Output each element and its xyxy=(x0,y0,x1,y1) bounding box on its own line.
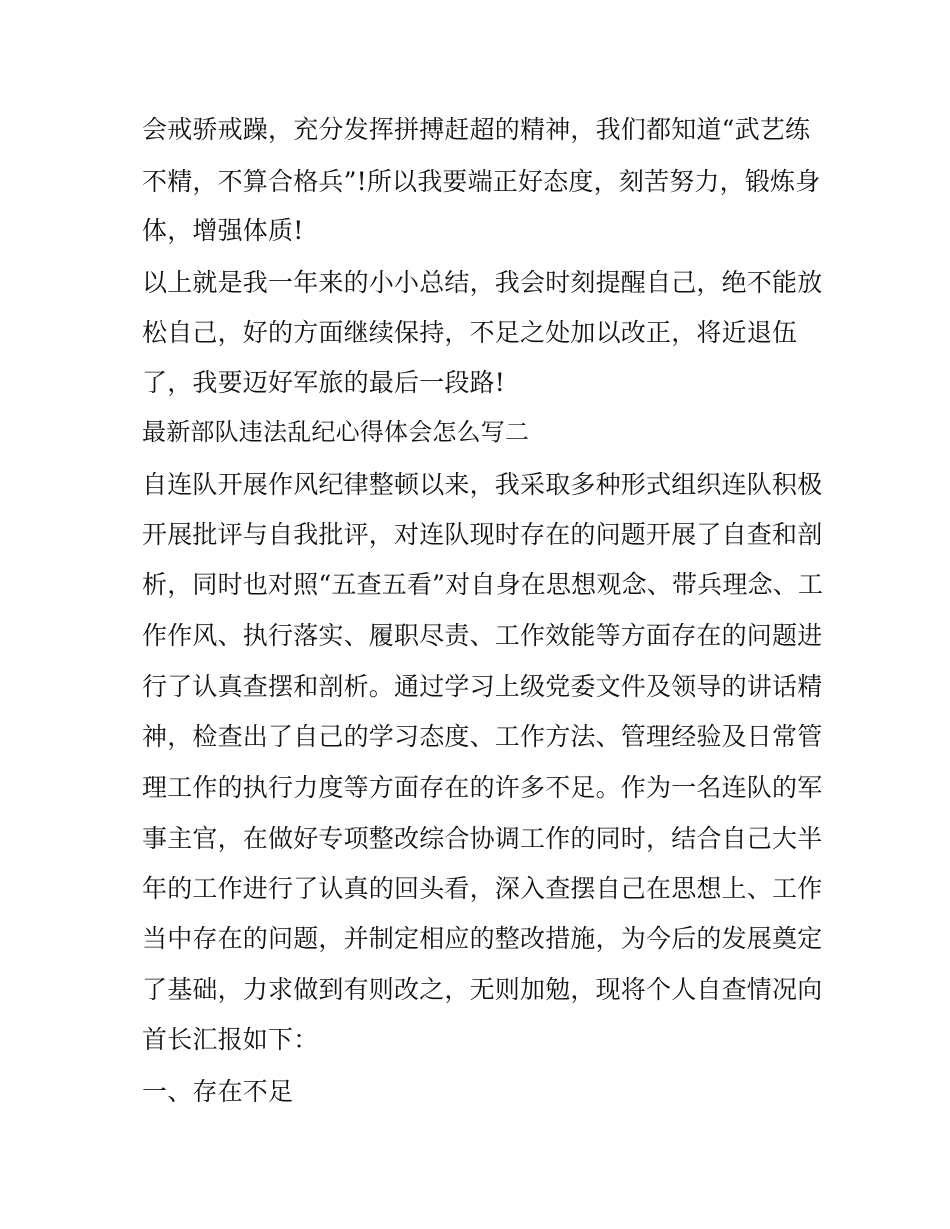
text-line: 当中存在的问题，并制定相应的整改措施，为今后的发展奠定 xyxy=(142,924,823,953)
text-line: 不精，不算合格兵”!所以我要端正好态度，刻苦努力，锻炼身 xyxy=(142,167,821,196)
text-line: 体，增强体质! xyxy=(142,216,304,245)
text-line: 析，同时也对照“五查五看”对自身在思想观念、带兵理念、工 xyxy=(142,570,824,599)
text-line: 首长汇报如下： xyxy=(142,1025,319,1054)
section-heading: 最新部队违法乱纪心得体会怎么写二 xyxy=(142,418,530,446)
text-line: 自连队开展作风纪律整顿以来，我采取多种形式组织连队积极 xyxy=(142,470,823,499)
text-line: 作作风、执行落实、履职尽责、工作效能等方面存在的问题进 xyxy=(142,621,823,650)
text-line: 了，我要迈好军旅的最后一段路! xyxy=(142,368,506,397)
text-line: 开展批评与自我批评，对连队现时存在的问题开展了自查和剖 xyxy=(142,520,823,549)
text-line: 行了认真查摆和剖析。通过学习上级党委文件及领导的讲话精 xyxy=(142,672,823,701)
text-line: 年的工作进行了认真的回头看，深入查摆自己在思想上、工作 xyxy=(142,874,823,903)
text-line: 理工作的执行力度等方面存在的许多不足。作为一名连队的军 xyxy=(142,773,823,802)
text-line: 神，检查出了自己的学习态度、工作方法、管理经验及日常管 xyxy=(142,722,823,751)
text-line: 一、存在不足 xyxy=(142,1077,294,1106)
text-line: 事主官，在做好专项整改综合协调工作的同时，结合自己大半 xyxy=(142,824,823,853)
text-line: 松自己，好的方面继续保持，不足之处加以改正，将近退伍 xyxy=(142,318,798,347)
text-line: 以上就是我一年来的小小总结，我会时刻提醒自己，绝不能放 xyxy=(142,268,823,297)
text-line: 了基础，力求做到有则改之，无则加勉，现将个人自查情况向 xyxy=(142,975,823,1004)
text-line: 会戒骄戒躁，充分发挥拼搏赶超的精神，我们都知道“武艺练 xyxy=(142,115,811,144)
